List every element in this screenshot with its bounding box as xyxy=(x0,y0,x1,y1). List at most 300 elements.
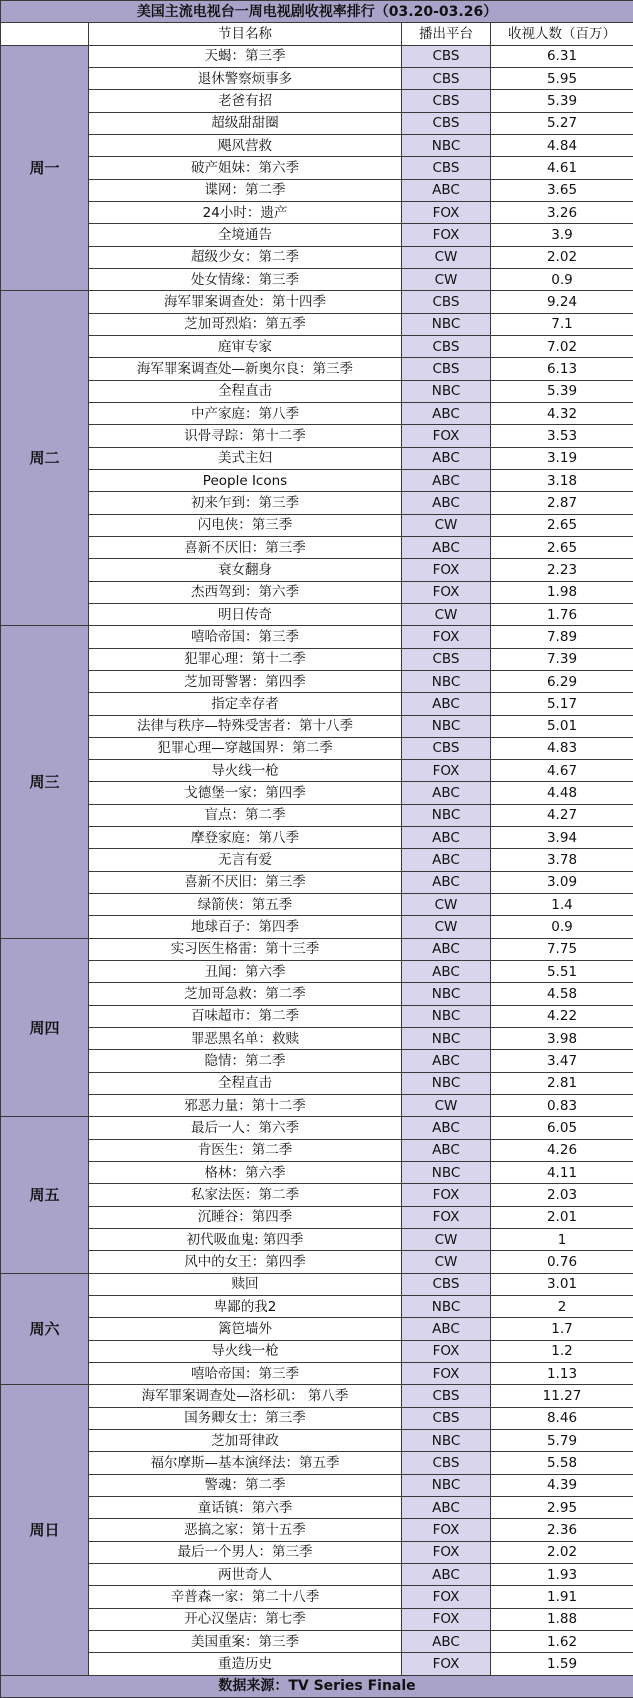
viewers-cell: 7.39 xyxy=(491,648,633,670)
table-row xyxy=(1,447,633,469)
show-name: 超级甜甜圈 xyxy=(89,112,402,134)
table-row xyxy=(1,693,633,715)
table-row xyxy=(1,313,633,335)
show-name: 邪恶力量：第十二季 xyxy=(89,1095,402,1117)
table-row xyxy=(1,201,633,223)
show-name: 庭审专家 xyxy=(89,335,402,357)
table-row xyxy=(1,335,633,357)
network-cell: CBS xyxy=(402,335,491,357)
table-row xyxy=(1,1563,633,1585)
table-row xyxy=(1,1452,633,1474)
viewers-cell: 5.79 xyxy=(491,1430,633,1452)
day-label: 周日 xyxy=(1,1385,89,1675)
network-cell: NBC xyxy=(402,670,491,692)
network-cell: CBS xyxy=(402,648,491,670)
show-name: 肯医生：第二季 xyxy=(89,1139,402,1161)
show-name: 嘻哈帝国：第三季 xyxy=(89,1363,402,1385)
viewers-cell: 0.9 xyxy=(491,268,633,290)
show-name: 全程直击 xyxy=(89,1072,402,1094)
network-cell: CBS xyxy=(402,1452,491,1474)
show-name: 海军罪案调查处—洛杉矶： 第八季 xyxy=(89,1385,402,1407)
table-row xyxy=(1,1318,633,1340)
network-cell: ABC xyxy=(402,1630,491,1652)
header-row xyxy=(1,23,633,45)
table-row xyxy=(1,559,633,581)
network-cell: ABC xyxy=(402,536,491,558)
table-row xyxy=(1,1541,633,1563)
show-name: 隐情：第二季 xyxy=(89,1050,402,1072)
show-name: 最后一人：第六季 xyxy=(89,1117,402,1139)
network-cell: FOX xyxy=(402,425,491,447)
table-row xyxy=(1,1050,633,1072)
show-name: 美式主妇 xyxy=(89,447,402,469)
show-name: 私家法医：第二季 xyxy=(89,1184,402,1206)
viewers-cell: 3.9 xyxy=(491,224,633,246)
viewers-cell: 6.13 xyxy=(491,358,633,380)
show-name: 初来乍到：第三季 xyxy=(89,492,402,514)
table-row xyxy=(1,514,633,536)
network-cell: ABC xyxy=(402,1117,491,1139)
show-name: 破产姐妹：第六季 xyxy=(89,157,402,179)
network-cell: FOX xyxy=(402,1541,491,1563)
table-row xyxy=(1,358,633,380)
show-name: 戈德堡一家：第四季 xyxy=(89,782,402,804)
table-row xyxy=(1,1363,633,1385)
show-name: 罪恶黑名单：救赎 xyxy=(89,1028,402,1050)
viewers-cell: 5.39 xyxy=(491,380,633,402)
show-name: 闪电侠：第三季 xyxy=(89,514,402,536)
viewers-cell: 6.29 xyxy=(491,670,633,692)
network-cell: CW xyxy=(402,1095,491,1117)
network-cell: CW xyxy=(402,268,491,290)
network-cell: FOX xyxy=(402,626,491,648)
network-cell: ABC xyxy=(402,492,491,514)
viewers-cell: 4.11 xyxy=(491,1162,633,1184)
table-row xyxy=(1,782,633,804)
viewers-cell: 3.26 xyxy=(491,201,633,223)
show-name: 盲点：第二季 xyxy=(89,804,402,826)
table-row xyxy=(1,603,633,625)
show-name: 警魂：第二季 xyxy=(89,1474,402,1496)
viewers-cell: 2.02 xyxy=(491,1541,633,1563)
network-cell: NBC xyxy=(402,1005,491,1027)
show-name: 法律与秩序—特殊受害者：第十八季 xyxy=(89,715,402,737)
viewers-cell: 5.17 xyxy=(491,693,633,715)
show-name: 指定幸存者 xyxy=(89,693,402,715)
show-name: 犯罪心理—穿越国界：第二季 xyxy=(89,737,402,759)
network-cell: FOX xyxy=(402,1184,491,1206)
viewers-cell: 5.95 xyxy=(491,67,633,89)
table-row xyxy=(1,67,633,89)
network-cell: FOX xyxy=(402,1586,491,1608)
viewers-cell: 3.19 xyxy=(491,447,633,469)
viewers-cell: 1.88 xyxy=(491,1608,633,1630)
network-cell: FOX xyxy=(402,1653,491,1675)
show-name: 重造历史 xyxy=(89,1653,402,1675)
network-cell: NBC xyxy=(402,134,491,156)
viewers-cell: 2 xyxy=(491,1296,633,1318)
table-row xyxy=(1,1005,633,1027)
network-cell: NBC xyxy=(402,1474,491,1496)
show-name: 海军罪案调查处—新奥尔良：第三季 xyxy=(89,358,402,380)
show-name: 开心汉堡店：第七季 xyxy=(89,1608,402,1630)
viewers-cell: 1.98 xyxy=(491,581,633,603)
table-row xyxy=(1,626,633,648)
show-name: 篱笆墙外 xyxy=(89,1318,402,1340)
show-name: 芝加哥警署：第四季 xyxy=(89,670,402,692)
table-row xyxy=(1,536,633,558)
table-row xyxy=(1,961,633,983)
viewers-cell: 7.1 xyxy=(491,313,633,335)
table-row xyxy=(1,715,633,737)
table-row xyxy=(1,849,633,871)
network-cell: FOX xyxy=(402,1206,491,1228)
show-name: 喜新不厌旧：第三季 xyxy=(89,871,402,893)
show-name: 摩登家庭：第八季 xyxy=(89,827,402,849)
viewers-cell: 2.01 xyxy=(491,1206,633,1228)
viewers-cell: 2.02 xyxy=(491,246,633,268)
table-row xyxy=(1,425,633,447)
network-cell: NBC xyxy=(402,804,491,826)
viewers-cell: 5.27 xyxy=(491,112,633,134)
show-name: 恶搞之家：第十五季 xyxy=(89,1519,402,1541)
show-name: 无言有爱 xyxy=(89,849,402,871)
show-name: 喜新不厌旧：第三季 xyxy=(89,536,402,558)
day-label: 周三 xyxy=(1,626,89,939)
viewers-cell: 3.98 xyxy=(491,1028,633,1050)
viewers-cell: 1.13 xyxy=(491,1363,633,1385)
viewers-cell: 8.46 xyxy=(491,1407,633,1429)
show-name: 超级少女：第二季 xyxy=(89,246,402,268)
show-name: 嘻哈帝国：第三季 xyxy=(89,626,402,648)
show-name: 老爸有招 xyxy=(89,90,402,112)
viewers-cell: 9.24 xyxy=(491,291,633,313)
title-row xyxy=(1,1,633,23)
table-row xyxy=(1,1340,633,1362)
network-cell: FOX xyxy=(402,201,491,223)
viewers-cell: 4.39 xyxy=(491,1474,633,1496)
viewers-cell: 3.78 xyxy=(491,849,633,871)
network-cell: ABC xyxy=(402,447,491,469)
table-row xyxy=(1,1139,633,1161)
viewers-cell: 2.03 xyxy=(491,1184,633,1206)
show-name: 海军罪案调查处：第十四季 xyxy=(89,291,402,313)
table-row xyxy=(1,1385,633,1407)
show-name: 国务卿女士：第三季 xyxy=(89,1407,402,1429)
show-name: 谍网：第二季 xyxy=(89,179,402,201)
table-row xyxy=(1,938,633,960)
table-row xyxy=(1,402,633,424)
network-cell: CBS xyxy=(402,67,491,89)
viewers-cell: 7.89 xyxy=(491,626,633,648)
table-row xyxy=(1,916,633,938)
show-name: 初代吸血鬼: 第四季 xyxy=(89,1229,402,1251)
table-row xyxy=(1,291,633,313)
header-day xyxy=(1,23,89,45)
network-cell: CW xyxy=(402,246,491,268)
viewers-cell: 1.93 xyxy=(491,1563,633,1585)
table-row xyxy=(1,737,633,759)
show-name: 最后一个男人：第三季 xyxy=(89,1541,402,1563)
network-cell: CW xyxy=(402,894,491,916)
viewers-cell: 4.22 xyxy=(491,1005,633,1027)
viewers-cell: 1.91 xyxy=(491,1586,633,1608)
show-name: 美国重案：第三季 xyxy=(89,1630,402,1652)
table-row xyxy=(1,1095,633,1117)
show-name: 童话镇：第六季 xyxy=(89,1496,402,1518)
table-row xyxy=(1,134,633,156)
show-name: 识骨寻踪：第十二季 xyxy=(89,425,402,447)
network-cell: ABC xyxy=(402,1563,491,1585)
show-name: 芝加哥律政 xyxy=(89,1430,402,1452)
table-row xyxy=(1,1430,633,1452)
show-name: 格林：第六季 xyxy=(89,1162,402,1184)
show-name: 丑闻：第六季 xyxy=(89,961,402,983)
day-label: 周五 xyxy=(1,1117,89,1273)
network-cell: CW xyxy=(402,916,491,938)
viewers-cell: 7.02 xyxy=(491,335,633,357)
viewers-cell: 3.18 xyxy=(491,469,633,491)
network-cell: NBC xyxy=(402,1430,491,1452)
show-name: 百味超市：第二季 xyxy=(89,1005,402,1027)
table-row xyxy=(1,1496,633,1518)
footer-row xyxy=(1,1675,633,1697)
table-row xyxy=(1,112,633,134)
network-cell: NBC xyxy=(402,715,491,737)
network-cell: CBS xyxy=(402,1407,491,1429)
network-cell: CBS xyxy=(402,1273,491,1295)
viewers-cell: 0.83 xyxy=(491,1095,633,1117)
show-name: 导火线一枪 xyxy=(89,1340,402,1362)
show-name: 两世奇人 xyxy=(89,1563,402,1585)
network-cell: ABC xyxy=(402,1318,491,1340)
viewers-cell: 4.32 xyxy=(491,402,633,424)
network-cell: ABC xyxy=(402,1050,491,1072)
source-note: 数据来源：TV Series Finale xyxy=(1,1675,633,1697)
viewers-cell: 7.75 xyxy=(491,938,633,960)
header-name: 节目名称 xyxy=(89,23,402,45)
show-name: 处女情缘：第三季 xyxy=(89,268,402,290)
viewers-cell: 4.27 xyxy=(491,804,633,826)
table-row xyxy=(1,1184,633,1206)
network-cell: ABC xyxy=(402,782,491,804)
show-name: 辛普森一家：第二十八季 xyxy=(89,1586,402,1608)
show-name: 绿箭侠：第五季 xyxy=(89,894,402,916)
viewers-cell: 2.65 xyxy=(491,514,633,536)
table-row xyxy=(1,983,633,1005)
show-name: 沉睡谷：第四季 xyxy=(89,1206,402,1228)
network-cell: FOX xyxy=(402,1363,491,1385)
network-cell: CBS xyxy=(402,358,491,380)
show-name: 24小时：遗产 xyxy=(89,201,402,223)
table-row xyxy=(1,157,633,179)
viewers-cell: 1.2 xyxy=(491,1340,633,1362)
network-cell: FOX xyxy=(402,1519,491,1541)
network-cell: CBS xyxy=(402,112,491,134)
network-cell: FOX xyxy=(402,224,491,246)
table-row xyxy=(1,90,633,112)
day-label: 周四 xyxy=(1,938,89,1117)
table-row xyxy=(1,1028,633,1050)
viewers-cell: 3.65 xyxy=(491,179,633,201)
show-name: 全境通告 xyxy=(89,224,402,246)
table-row xyxy=(1,45,633,67)
network-cell: NBC xyxy=(402,1162,491,1184)
show-name: 福尔摩斯—基本演绎法：第五季 xyxy=(89,1452,402,1474)
show-name: 芝加哥烈焰：第五季 xyxy=(89,313,402,335)
network-cell: CBS xyxy=(402,157,491,179)
show-name: 地球百子：第四季 xyxy=(89,916,402,938)
viewers-cell: 1.4 xyxy=(491,894,633,916)
show-name: 飓风营救 xyxy=(89,134,402,156)
table-row xyxy=(1,1474,633,1496)
table-row xyxy=(1,1586,633,1608)
show-name: 风中的女王：第四季 xyxy=(89,1251,402,1273)
viewers-cell: 2.87 xyxy=(491,492,633,514)
network-cell: ABC xyxy=(402,402,491,424)
table-row xyxy=(1,1117,633,1139)
network-cell: CW xyxy=(402,1251,491,1273)
show-name: 实习医生格雷：第十三季 xyxy=(89,938,402,960)
network-cell: ABC xyxy=(402,469,491,491)
table-row xyxy=(1,670,633,692)
network-cell: FOX xyxy=(402,581,491,603)
viewers-cell: 4.26 xyxy=(491,1139,633,1161)
table-row xyxy=(1,804,633,826)
viewers-cell: 4.61 xyxy=(491,157,633,179)
viewers-cell: 6.05 xyxy=(491,1117,633,1139)
viewers-cell: 1 xyxy=(491,1229,633,1251)
viewers-cell: 4.67 xyxy=(491,760,633,782)
show-name: 导火线一枪 xyxy=(89,760,402,782)
viewers-cell: 3.47 xyxy=(491,1050,633,1072)
table-row xyxy=(1,1273,633,1295)
table-row xyxy=(1,246,633,268)
show-name: 犯罪心理：第十二季 xyxy=(89,648,402,670)
network-cell: CBS xyxy=(402,291,491,313)
viewers-cell: 4.83 xyxy=(491,737,633,759)
viewers-cell: 5.51 xyxy=(491,961,633,983)
table-row xyxy=(1,1162,633,1184)
viewers-cell: 11.27 xyxy=(491,1385,633,1407)
network-cell: NBC xyxy=(402,1028,491,1050)
network-cell: ABC xyxy=(402,961,491,983)
table-row xyxy=(1,1229,633,1251)
table-row xyxy=(1,492,633,514)
network-cell: ABC xyxy=(402,693,491,715)
table-row xyxy=(1,1608,633,1630)
table-row xyxy=(1,648,633,670)
network-cell: CBS xyxy=(402,45,491,67)
viewers-cell: 3.53 xyxy=(491,425,633,447)
show-name: 杰西驾到：第六季 xyxy=(89,581,402,603)
viewers-cell: 1.7 xyxy=(491,1318,633,1340)
viewers-cell: 2.95 xyxy=(491,1496,633,1518)
network-cell: FOX xyxy=(402,760,491,782)
show-name: People Icons xyxy=(89,469,402,491)
viewers-cell: 3.01 xyxy=(491,1273,633,1295)
table-row xyxy=(1,1653,633,1675)
table-row xyxy=(1,1519,633,1541)
table-row xyxy=(1,1206,633,1228)
table-row xyxy=(1,469,633,491)
network-cell: FOX xyxy=(402,1608,491,1630)
viewers-cell: 1.62 xyxy=(491,1630,633,1652)
table-row xyxy=(1,894,633,916)
network-cell: NBC xyxy=(402,1072,491,1094)
viewers-cell: 2.36 xyxy=(491,1519,633,1541)
table-row xyxy=(1,1407,633,1429)
show-name: 退休警察烦事多 xyxy=(89,67,402,89)
header-viewers: 收视人数（百万） xyxy=(491,23,633,45)
table-title: 美国主流电视台一周电视剧收视率排行（03.20-03.26） xyxy=(1,1,633,23)
viewers-cell: 2.81 xyxy=(491,1072,633,1094)
viewers-cell: 5.39 xyxy=(491,90,633,112)
show-name: 全程直击 xyxy=(89,380,402,402)
day-label: 周二 xyxy=(1,291,89,626)
viewers-cell: 0.9 xyxy=(491,916,633,938)
table-row xyxy=(1,1251,633,1273)
table-row xyxy=(1,380,633,402)
network-cell: ABC xyxy=(402,1496,491,1518)
show-name: 衰女翻身 xyxy=(89,559,402,581)
network-cell: ABC xyxy=(402,849,491,871)
network-cell: CBS xyxy=(402,1385,491,1407)
network-cell: CBS xyxy=(402,90,491,112)
table-row xyxy=(1,581,633,603)
show-name: 天蝎：第三季 xyxy=(89,45,402,67)
table-row xyxy=(1,871,633,893)
viewers-cell: 2.65 xyxy=(491,536,633,558)
network-cell: CBS xyxy=(402,737,491,759)
network-cell: CW xyxy=(402,514,491,536)
viewers-cell: 2.23 xyxy=(491,559,633,581)
table-row xyxy=(1,1630,633,1652)
network-cell: ABC xyxy=(402,1139,491,1161)
show-name: 卑鄙的我2 xyxy=(89,1296,402,1318)
network-cell: NBC xyxy=(402,1296,491,1318)
network-cell: ABC xyxy=(402,871,491,893)
show-name: 中产家庭：第八季 xyxy=(89,402,402,424)
network-cell: FOX xyxy=(402,559,491,581)
table-row xyxy=(1,760,633,782)
network-cell: ABC xyxy=(402,827,491,849)
viewers-cell: 6.31 xyxy=(491,45,633,67)
network-cell: ABC xyxy=(402,938,491,960)
viewers-cell: 4.58 xyxy=(491,983,633,1005)
day-label: 周六 xyxy=(1,1273,89,1385)
table-row xyxy=(1,224,633,246)
table-row xyxy=(1,268,633,290)
viewers-cell: 5.01 xyxy=(491,715,633,737)
header-network: 播出平台 xyxy=(402,23,491,45)
show-name: 赎回 xyxy=(89,1273,402,1295)
viewers-cell: 5.58 xyxy=(491,1452,633,1474)
table-row xyxy=(1,1296,633,1318)
show-name: 芝加哥急救：第二季 xyxy=(89,983,402,1005)
network-cell: CW xyxy=(402,603,491,625)
viewers-cell: 4.84 xyxy=(491,134,633,156)
viewers-cell: 1.59 xyxy=(491,1653,633,1675)
viewers-cell: 3.09 xyxy=(491,871,633,893)
network-cell: NBC xyxy=(402,380,491,402)
day-label: 周一 xyxy=(1,45,89,291)
table-row xyxy=(1,179,633,201)
show-name: 明日传奇 xyxy=(89,603,402,625)
network-cell: NBC xyxy=(402,983,491,1005)
network-cell: ABC xyxy=(402,179,491,201)
network-cell: FOX xyxy=(402,1340,491,1362)
